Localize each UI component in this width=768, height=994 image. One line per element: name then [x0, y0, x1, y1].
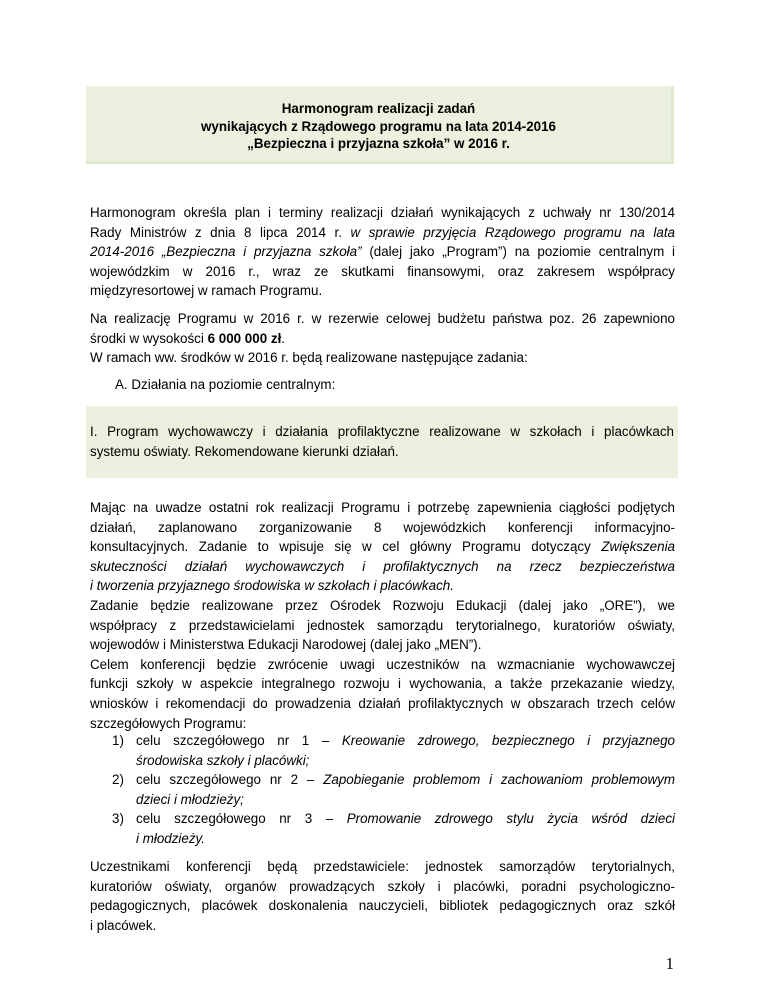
intro-paragraph [90, 203, 675, 301]
participants-line: Uczestnikami konferencji będą przedstawiciele: jednostek samorządów terytorialnych, [90, 859, 675, 874]
goal-item [112, 770, 675, 809]
goal-italic: Promowanie zdrowego stylu życia wśród dzieci [346, 811, 675, 827]
goal-italic: dzieci i młodzieży; [136, 791, 244, 807]
body-text: konsultacyjnych. Zadanie to wpisuje się w cel główny Programu dotyczący [90, 539, 602, 555]
section-a-heading: A. Działania na poziomie centralnym: [115, 377, 336, 392]
body-line: współpracy z przedstawicielami jednostek samorządu terytorialnego, kuratoriów oświaty, [90, 617, 675, 633]
goal-item [112, 731, 675, 770]
goal-text: celu szczegółowego nr 3 – [136, 811, 347, 827]
funding-paragraph [90, 309, 675, 368]
section-1-box [86, 406, 678, 478]
participants-paragraph [90, 857, 675, 935]
section-1-line: I. Program wychowawczy i działania profilaktyczne realizowane w szkołach i placówkach [90, 424, 674, 439]
goals-list [112, 731, 675, 849]
goal-line [136, 731, 675, 751]
goal-item [112, 809, 675, 848]
goal-text: celu szczegółowego nr 2 – [136, 772, 324, 788]
intro-line [90, 242, 675, 262]
title-line-1: Harmonogram realizacji zadań [281, 101, 476, 116]
body-italic: skuteczności działań wychowawczych i profilaktycznych na rzecz bezpieczeństwa [90, 558, 675, 574]
participants-line: pedagogicznych, placówek doskonalenia nauczycieli, bibliotek pedagogicznych oraz szkół [90, 898, 675, 914]
body-line [90, 537, 675, 557]
funding-line: Na realizację Programu w 2016 r. w rezerwie celowej budżetu państwa poz. 26 zapewniono [90, 311, 675, 326]
intro-line: wojewódzkim w 2016 r., wraz ze skutkami finansowymi, oraz zakresem współpracy [90, 263, 675, 279]
intro-line: Harmonogram określa plan i terminy realizacji działań wynikających z uchwały nr 130/2014 [90, 205, 675, 220]
goal-number: 2) [112, 772, 124, 788]
goal-line [136, 809, 675, 829]
body-paragraph [90, 498, 675, 733]
body-line: działań, zaplanowano zorganizowanie 8 wojewódzkich konferencji informacyjno- [90, 519, 675, 535]
page-number: 1 [665, 954, 674, 973]
funding-line: W ramach ww. środków w 2016 r. będą realizowane następujące zadania: [90, 350, 528, 366]
goal-italic: Zapobieganie problemom i zachowaniom problemowym [323, 772, 675, 788]
title-line-2: wynikających z Rządowego programu na lata 2014-2016 [201, 118, 556, 134]
intro-italic: w sprawie przyjęcia Rządowego programu na lata [350, 224, 676, 240]
body-line [90, 557, 675, 577]
section-1-line: systemu oświaty. Rekomendowane kierunki działań. [90, 443, 399, 459]
funding-text: środki w wysokości [90, 330, 208, 346]
body-line: Zadanie będzie realizowane przez Ośrodek Rozwoju Edukacji (dalej jako „ORE”), we [90, 597, 675, 613]
funding-amount: 6 000 000 zł [207, 330, 282, 346]
goal-line [136, 790, 675, 810]
body-italic: i tworzenia przyjaznego środowiska w szkołach i placówkach. [90, 578, 454, 594]
body-line [90, 576, 675, 596]
intro-text: (dalej jako „Program”) na poziomie centralnym i [361, 244, 675, 260]
intro-text: Rady Ministrów z dnia 8 lipca 2014 r. [90, 224, 351, 240]
funding-line [90, 329, 675, 349]
body-line: funkcji szkoły w aspekcie integralnego rozwoju i wychowania, a także przekazanie wiedzy, [90, 676, 675, 692]
title-line-3: „Bezpieczna i przyjazna szkoła” w 2016 r. [247, 136, 510, 151]
goal-italic: Kreowanie zdrowego, bezpiecznego i przyjaznego [341, 733, 675, 748]
funding-text: . [281, 330, 286, 346]
goal-line [136, 770, 675, 790]
intro-line [90, 223, 675, 243]
body-line: szczegółowych Programu: [90, 715, 247, 731]
goal-text: celu szczegółowego nr 1 – [136, 733, 342, 748]
body-line: Celem konferencji będzie zwrócenie uwagi uczestników na wzmacnianie wychowawczej [90, 656, 675, 672]
goal-line [136, 751, 675, 771]
body-line: wojewodów i Ministerstwa Edukacji Narodowej (dalej jako „MEN”). [90, 637, 482, 653]
title-box [86, 86, 674, 164]
participants-line: i placówek. [90, 917, 157, 933]
body-line: wniosków i rekomendacji do prowadzenia działań profilaktycznych w obszarach trzech celów [90, 695, 675, 711]
participants-line: kuratoriów oświaty, organów prowadzących szkoły i placówki, poradni psychologiczno- [90, 878, 675, 894]
goal-number: 3) [112, 811, 124, 827]
intro-italic: 2014-2016 „Bezpieczna i przyjazna szkoła” [90, 244, 362, 260]
body-line: Mając na uwadze ostatni rok realizacji Programu i potrzebę zapewnienia ciągłości podjętych [90, 500, 675, 515]
goal-italic: środowiska szkoły i placówki; [136, 752, 310, 768]
goal-italic: i młodzieży. [136, 830, 205, 846]
intro-line: międzyresortowej w ramach Programu. [90, 283, 323, 299]
goal-number: 1) [112, 733, 124, 748]
goal-line [136, 829, 675, 849]
body-italic: Zwiększenia [601, 539, 675, 555]
